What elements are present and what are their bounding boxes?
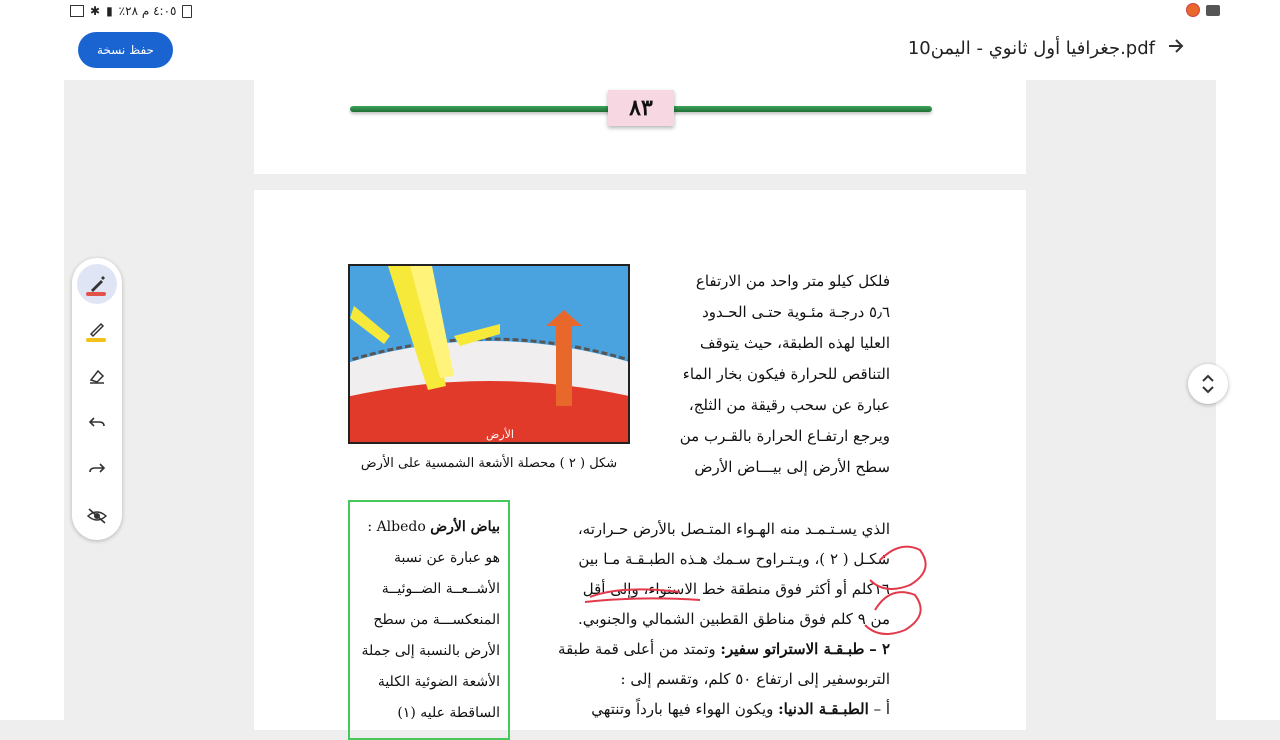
text-line: العليا لهذه الطبقة، حيث يتوقف (699, 334, 890, 352)
albedo-definition-box (348, 500, 510, 740)
recording-icon (1186, 3, 1200, 17)
section-2-heading (520, 634, 890, 664)
pdf-page (254, 190, 1026, 730)
figure-caption: شكل ( ٢ ) محصلة الأشعة الشمسية على الأرض (360, 456, 618, 471)
highlighter-color-indicator (86, 338, 106, 342)
status-indicators (70, 4, 192, 18)
status-apps (1186, 3, 1220, 17)
undo-icon[interactable] (77, 402, 117, 442)
albedo-term: بياض الأرض (430, 519, 500, 535)
signal-icon: ▮ (106, 4, 113, 18)
text-line: فلكل كيلو متر واحد من الارتفاع (695, 272, 890, 290)
battery-icon (182, 5, 192, 18)
page-header-strip (254, 80, 1026, 174)
albedo-line: الأشعة الضوئية الكلية (377, 674, 500, 690)
albedo-line: الساقطة عليه (١) (397, 705, 500, 721)
pen-icon[interactable] (77, 264, 117, 304)
scroll-handle[interactable] (1188, 364, 1228, 404)
text-line: الذي يسـتـمـد منه الهـواء المتـصل بالأرض حـرارته، (577, 520, 890, 538)
text-line: سطح الأرض إلى بيـــاض الأرض (694, 458, 890, 476)
eraser-icon[interactable] (77, 356, 117, 396)
section-term: طبـقـة الاستراتو سفير: (720, 640, 865, 658)
albedo-line: الأشــعــة الضــوئيــة (381, 581, 500, 597)
solar-radiation-figure (348, 264, 630, 444)
albedo-latin: Albedo : (367, 519, 426, 535)
status-time: ٤:٠٥ م ٢٨٪ (118, 4, 177, 18)
subsection-text: ويكون الهواء فيها بارداً وتنتهي (591, 700, 779, 718)
document-title: 10جغرافيا أول ثانوي - اليمن.pdf (907, 38, 1155, 59)
figure-label-earth: الأرض (486, 428, 514, 441)
arrow-right-icon[interactable] (1164, 36, 1188, 60)
albedo-line: هو عبارة عن نسبة (393, 550, 500, 566)
subsection-term: الطبـقـة الدنيا: (778, 700, 869, 718)
text-line: ١٦كلم أو أكثر فوق منطقة خط الاستواء، وإلى أقل (582, 580, 890, 598)
wifi-off-icon (70, 5, 84, 17)
chevron-up-down-icon (1200, 373, 1216, 395)
hide-icon[interactable] (77, 496, 117, 536)
folder-icon (1206, 5, 1220, 16)
highlighter-icon[interactable] (77, 308, 117, 348)
bluetooth-icon: ✱ (90, 4, 101, 18)
albedo-line: المنعكســـة من سطح (373, 612, 500, 628)
left-gutter (0, 80, 64, 720)
subsection-letter: أ – (873, 700, 890, 718)
pen-color-indicator (86, 292, 106, 296)
right-gutter (1216, 80, 1280, 720)
section-number: ٢ – (869, 640, 890, 658)
text-line: التربوسفير إلى ارتفاع ٥٠ كلم، وتقسم إلى : (620, 670, 890, 688)
text-line: ٥٫٦ درجـة مئـوية حتـى الحـدود (702, 303, 890, 321)
text-line: عبارة عن سحب رقيقة من الثلج، (688, 396, 890, 414)
body-text-column (640, 266, 890, 483)
page-number: ٨٣ (608, 90, 674, 126)
text-line: التناقص للحرارة فيكون بخار الماء (682, 365, 890, 383)
text-line: شكـل ( ٢ )، ويـتـراوح سـمك هـذه الطبـقـة مـا بين (578, 550, 890, 568)
save-copy-button[interactable]: حفظ نسخة (78, 32, 173, 68)
annotation-toolbar (72, 258, 122, 540)
section-text: وتمتد من أعلى قمة طبقة (558, 640, 721, 658)
albedo-line: الأرض بالنسبة إلى جملة (361, 643, 500, 659)
status-bar (0, 0, 1280, 24)
text-line: ويرجع ارتفـاع الحرارة بالقـرب من (679, 427, 890, 445)
text-line: من ٩ كلم فوق مناطق القطبين الشمالي والجنوبي. (577, 610, 890, 628)
redo-icon[interactable] (77, 448, 117, 488)
body-text-wide (520, 514, 890, 724)
